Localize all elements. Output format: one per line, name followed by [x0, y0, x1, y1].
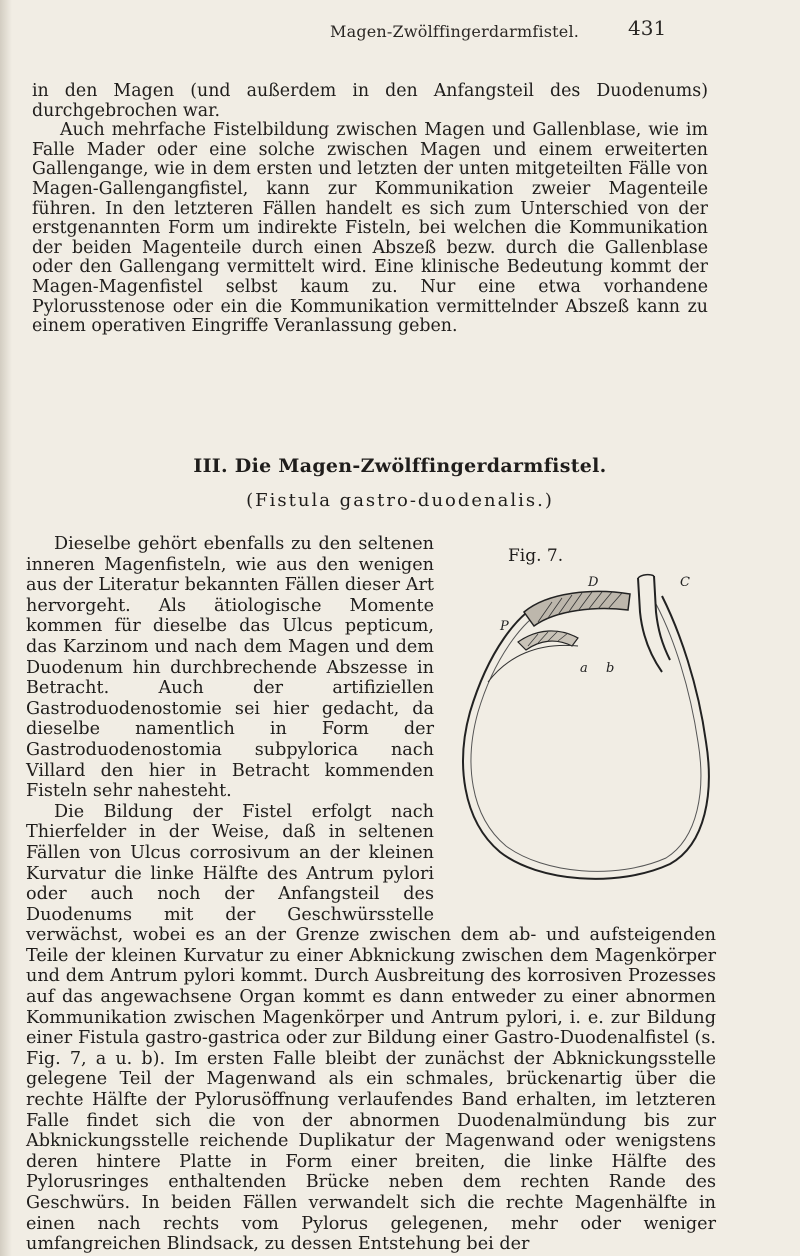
label-D: D	[588, 575, 599, 590]
pylorus-band	[524, 591, 630, 626]
body-paragraph-1: Dieselbe gehört ebenfalls zu den seltenen inneren Magenfisteln, wie aus den wenigen aus der Literatur bekannten Fällen dieser Art hervorgeht. Als ätiologische Momente kommen für dieselbe das Ulcus pepticum, das Karzinom und nach dem Magen und dem Duodenum hin durchbrechende Abszesse in Betracht. Auch der artifiziellen Gastroduodenostomie sei hier gedacht, da dieselbe namentlich in Form der Gastroduodenostomia subpylorica nach Villard den hier in Betracht kommenden Fisteln sehr nahesteht.	[26, 534, 434, 802]
stomach-inner-outline	[471, 604, 701, 871]
body-paragraph-1-start	[26, 534, 716, 802]
page-number: 431	[628, 16, 667, 40]
label-C: C	[680, 575, 690, 590]
intro-paragraph-1: in den Magen (und außerdem in den Anfangsteil des Duodenums) durchgebrochen war.	[32, 81, 708, 121]
label-a: a	[580, 661, 588, 676]
running-title: Magen-Zwölffingerdarmfistel.	[330, 22, 580, 41]
intro-paragraph-2: Auch mehrfache Fistelbildung zwischen Magen und Gallenblase, wie im Falle Mader oder eine solche zwischen Magen und einem erweiterten Gallengange, wie in dem ersten und letzten der unten mitgeteilten Fälle von Magen-Gallengangfistel, kann zur Kommunikation zweier Magenteile führen. In den letzteren Fällen handelt es sich zum Unterschied von der erstgenannten Form um indirekte Fisteln, bei welchen die Kommunikation der beiden Magenteile durch einen Abszeß bezw. durch die Gallenblase oder den Gallengang vermittelt wird. Eine klinische Bedeutung kommt der Magen-Magenfistel selbst kaum zu. Nur eine etwa vorhandene Pylorusstenose oder ein die Kommunikation vermittelnder Abszeß kann zu einem operativen Eingriffe Veranlassung geben.	[32, 120, 708, 337]
section-body	[26, 534, 716, 1255]
intro-text	[32, 82, 708, 337]
fold-band	[518, 631, 578, 650]
duodenum-tube-right	[654, 576, 670, 660]
label-b: b	[606, 661, 615, 676]
curvature-line	[488, 645, 578, 682]
figure-7	[448, 548, 716, 918]
duodenum-tube-cap	[638, 575, 654, 578]
body-paragraph-2: Die Bildung der Fistel erfolgt nach Thierfelder in der Weise, daß in seltenen Fällen von Ulcus corrosivum an der kleinen Kurvatur die linke Hälfte des Antrum pylori oder auch noch der Anfangsteil des Duodenums mit der Geschwürsstelle verwächst, wobei es an der Grenze zwischen dem ab- und aufsteigenden Teile der kleinen Kurvatur zu einer Abknickung zwischen dem Magenkörper und dem Antrum pylori kommt. Durch Ausbreitung des korrosiven Prozesses auf das angewachsene Organ kommt es dann entweder zu einer abnormen Kommunikation zwischen Magenkörper und Antrum pylori, i. e. zur Bildung einer Fistula gastro-gastrica oder zur Bildung einer Gastro-Duodenalfistel (s. Fig. 7, a u. b). Im ersten Falle bleibt der zunächst der Abknickungsstelle gelegene Teil der Magenwand als ein schmales, brückenartig über die rechte Hälfte der Pylorusöffnung verlaufendes Band erhalten, im letzteren Falle findet sich die von der abnormen Duodenalmündung bis zur Abknickungsstelle reichende Duplikatur der Magenwand oder wenigstens deren hintere Platte in Form einer breiten, die linke Hälfte des Pylorusringes enthaltenden Brücke neben dem rechten Rande des Geschwürs. In beiden Fällen verwandelt sich die rechte Magenhälfte in einen nach rechts vom Pylorus gelegenen, mehr oder weniger umfangreichen Blindsack, zu dessen Entstehung bei der	[26, 801, 716, 1255]
section-subtitle-text: (Fistula gastro-duodenalis.)	[246, 490, 554, 511]
section-subtitle	[0, 490, 800, 511]
page-edge-shadow	[0, 0, 12, 1256]
figure-label: Fig. 7.	[508, 546, 564, 566]
label-P: P	[500, 619, 509, 634]
section-heading: III. Die Magen-Zwölffingerdarmfistel.	[193, 455, 607, 477]
stomach-duodenum-diagram	[448, 572, 716, 912]
